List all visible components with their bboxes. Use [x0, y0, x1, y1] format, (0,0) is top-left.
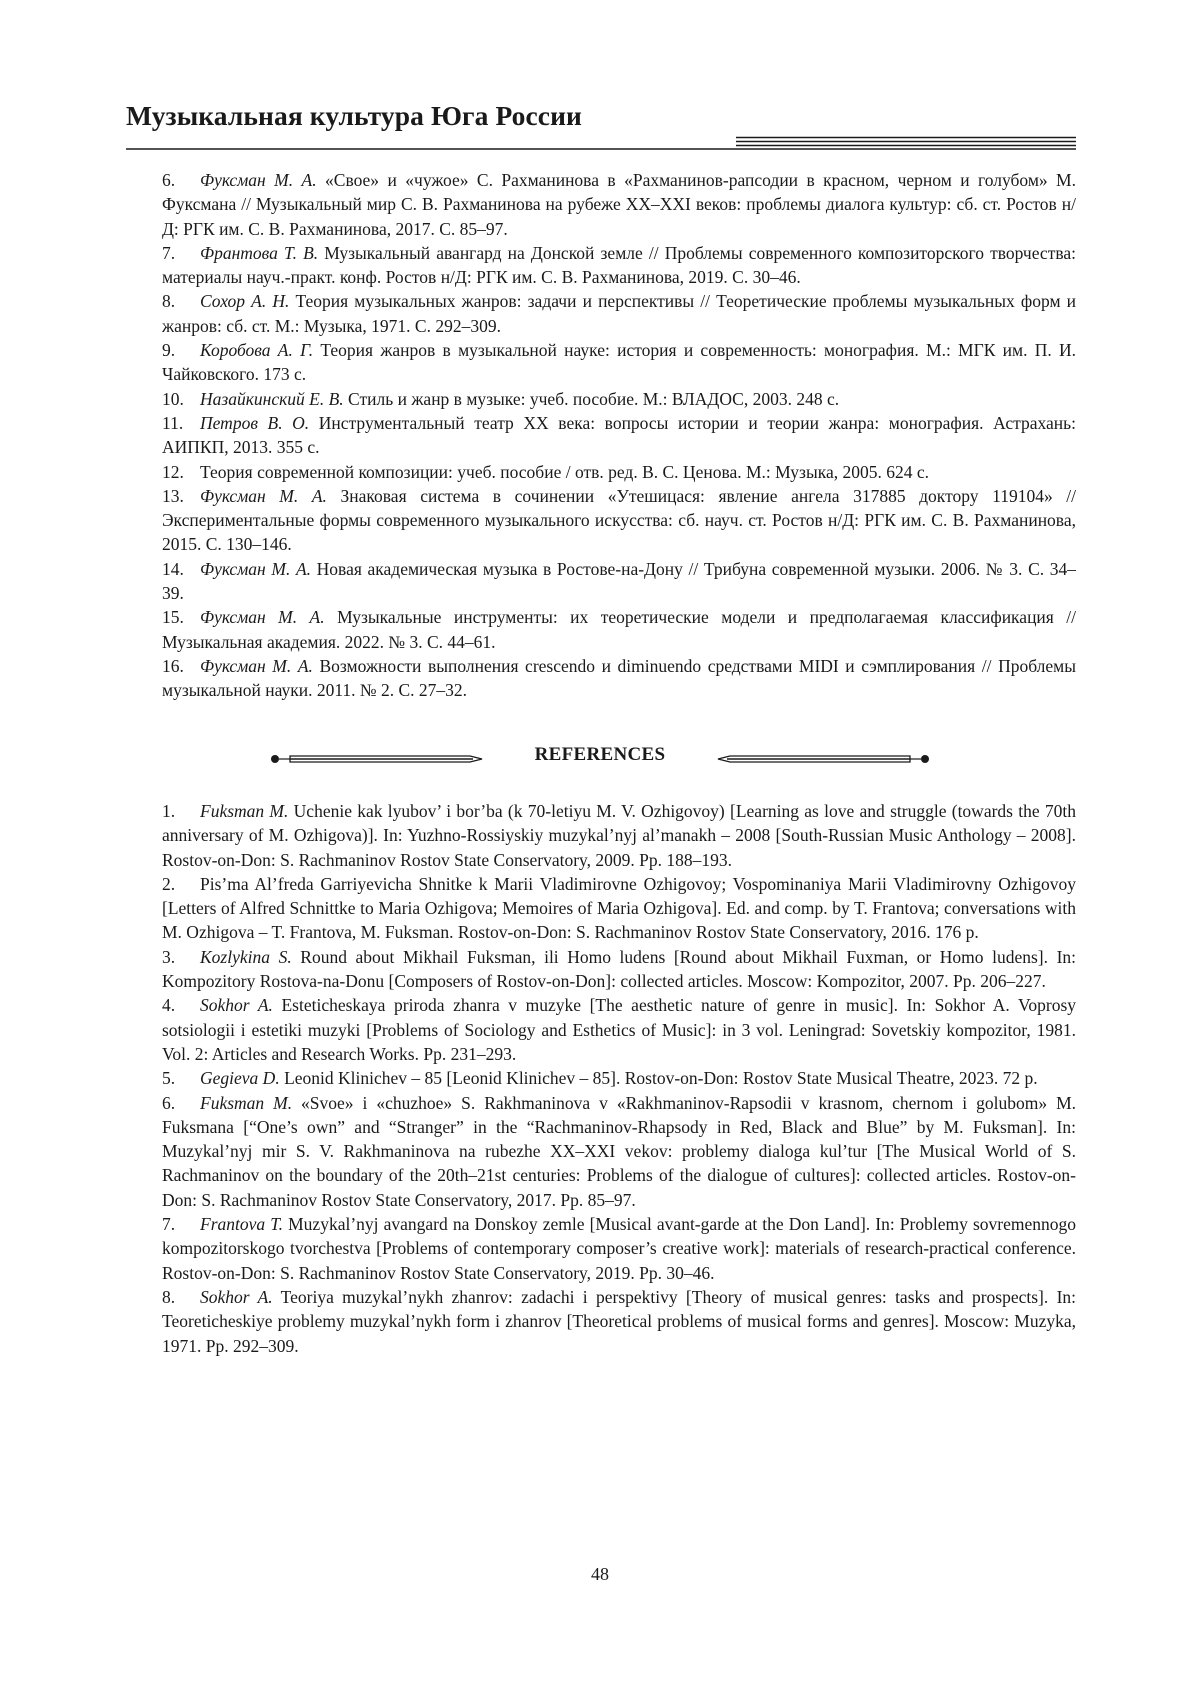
reference-text: Esteticheskaya priroda zhanra v muzyke [The aesthetic nature of genre in music]. In: Sokhor A. Voprosy sotsiologii i estetiki muzyki [Problems of Sociology and Esthetics of Music]: in 3 vol. Leningrad: Sovetskiy kompozitor, 1981. Vol. 2: Articles and Research Works. Pp. 231–293.	[162, 995, 1077, 1064]
reference-number: 6.	[162, 170, 176, 190]
reference-number: 4.	[162, 995, 176, 1016]
journal-title: Музыкальная культура Юга России	[126, 100, 583, 131]
reference-author: Фуксман М. А.	[200, 607, 325, 628]
reference-entry	[162, 1091, 1076, 1212]
reference-number: 5.	[162, 1068, 176, 1089]
reference-entry	[162, 338, 1076, 387]
reference-author: Fuksman M.	[200, 801, 289, 821]
reference-author: Назайкинский Е. В.	[200, 388, 344, 409]
reference-number: 11.	[162, 412, 184, 433]
reference-entry	[162, 605, 1076, 654]
reference-entry	[162, 460, 1076, 484]
reference-author: Kozlykina S.	[200, 946, 292, 967]
reference-author: Франтова Т. В.	[200, 242, 319, 263]
reference-entry	[162, 484, 1076, 557]
reference-entry	[162, 387, 1076, 411]
page-number: 48	[591, 1564, 609, 1584]
reference-author: Сохор А. Н.	[200, 291, 290, 312]
reference-text: Музыкальные инструменты: их теоретические модели и предполагаемая классификация // Музыкальная академия. 2022. № 3. С. 44–61.	[162, 607, 1077, 652]
reference-number: 14.	[162, 558, 184, 579]
reference-number: 8.	[162, 1286, 176, 1307]
reference-author: Sokhor A.	[200, 995, 273, 1016]
reference-text: Новая академическая музыка в Ростове-на-Дону // Трибуна современной музыки. 2006. № 3. С. 34–39.	[162, 558, 1077, 604]
reference-text: Инструментальный театр XX века: вопросы истории и теории жанра: монография. Астрахань: АИПКП, 2013. 355 с.	[162, 412, 1076, 458]
reference-author: Gegieva D.	[200, 1068, 280, 1089]
header-rule	[126, 136, 1076, 150]
reference-text: Round about Mikhail Fuksman, ili Homo ludens [Round about Mikhail Fuxman, or Homo ludens]. In: Kompozitory Rostova-na-Donu [Composers of Rostov-on-Don]: collected articles. Moscow: Kompozitor, 2007. Pp. 206–227.	[162, 946, 1077, 992]
reference-author: Петров В. О.	[200, 412, 310, 433]
reference-author: Sokhor A.	[200, 1286, 273, 1307]
reference-text: «Свое» и «чужое» С. Рахманинова в «Рахманинов-рапсодии в красном, черном и голубом» М. Фуксмана // Музыкальный мир С. В. Рахманинова на рубеже XX–XXI веков: проблемы диалога культур: сб. ст. Ростов н/Д: РГК им. С. В. Рахманинова, 2017. С. 85–97.	[162, 170, 1076, 239]
reference-list-english	[162, 799, 1076, 1358]
reference-entry	[162, 557, 1076, 606]
reference-entry	[162, 1066, 1076, 1090]
reference-number: 8.	[162, 291, 176, 312]
reference-text: Leonid Klinichev – 85 [Leonid Klinichev – 85]. Rostov-on-Don: Rostov State Musical Theatre, 2023. 72 p.	[284, 1068, 1038, 1089]
reference-entry	[162, 799, 1076, 872]
reference-entry	[162, 289, 1076, 338]
reference-number: 7.	[162, 1214, 176, 1235]
reference-text: Теория современной композиции: учеб. пособие / отв. ред. В. С. Ценова. М.: Музыка, 2005. 624 с.	[200, 461, 929, 482]
reference-number: 9.	[162, 340, 176, 361]
reference-entry	[162, 945, 1076, 994]
reference-number: 1.	[162, 801, 176, 821]
references-heading: REFERENCES	[534, 744, 666, 765]
references-heading-row	[270, 744, 930, 774]
reference-author: Фуксман М. А.	[200, 485, 327, 506]
reference-entry	[162, 872, 1076, 945]
reference-author: Fuksman M.	[200, 1092, 293, 1113]
reference-text: Теория жанров в музыкальной науке: история и современность: монография. М.: МГК им. П. И. Чайковского. 173 с.	[162, 340, 1076, 385]
reference-text: Uchenie kak lyubov’ i bor’ba (k 70-letiyu M. V. Ozhigovoy) [Learning as love and struggle (towards the 70th anniversary of M. Ozhigova)]. In: Yuzhno-Rossiyskiy muzykal’nyj al’manakh – 2008 [South-Russian Music Anthology – 2008]. Rostov-on-Don: S. Rachmaninov Rostov State Conservatory, 2009. Pp. 188–193.	[162, 801, 1077, 870]
reference-author: Frantova T.	[200, 1214, 284, 1235]
reference-entry	[162, 1285, 1076, 1358]
reference-entry	[162, 654, 1076, 703]
reference-text: Музыкальный авангард на Донской земле // Проблемы современного композиторского творчества: материалы науч.-практ. конф. Ростов н/Д: РГК им. С. В. Рахманинова, 2019. С. 30–46.	[162, 242, 1077, 288]
reference-entry	[162, 168, 1076, 241]
reference-author: Фуксман М. А.	[200, 170, 317, 190]
reference-number: 2.	[162, 873, 176, 894]
reference-text: Pis’ma Al’freda Garriyevicha Shnitke k Marii Vladimirovne Ozhigovoy; Vospominaniya Marii Vladimirovny Ozhigovoy [Letters of Alfred Schnittke to Maria Ozhigova; Memoires of Maria Ozhigova]. Ed. and comp. by T. Frantova; conversations with M. Ozhigova – T. Frantova, M. Fuksman. Rostov-on-Don: S. Rachmaninov Rostov State Conservatory, 2016. 176 p.	[162, 873, 1076, 943]
right-ornament-rule	[715, 752, 930, 766]
reference-entry	[162, 993, 1076, 1066]
reference-number: 15.	[162, 607, 184, 628]
reference-author: Коробова А. Г.	[200, 340, 314, 361]
reference-entry	[162, 1212, 1076, 1285]
reference-list-russian	[162, 168, 1076, 703]
reference-number: 12.	[162, 461, 184, 482]
reference-text: «Svoe» i «chuzhoe» S. Rakhmaninova v «Rakhmaninov-Rapsodii v krasnom, chernom i golubom» M. Fuksmana [“One’s own” and “Stranger” in the “Rachmaninov-Rhapsody in Red, Black and Blue” by M. Fuksman]. In: Muzykal’nyj mir S. V. Rakhmaninova na rubezhe XX–XXI vekov: problemy dialoga kul’tur [The Musical World of S. Rachmaninov on the boundary of the 20th–21st centuries: Problems of the dialogue of cultures]: collected articles. Rostov-on-Don: S. Rachmaninov Rostov State Conservatory, 2017. Pp. 85–97.	[162, 1092, 1076, 1210]
reference-number: 3.	[162, 946, 176, 967]
reference-number: 13.	[162, 485, 184, 506]
reference-number: 6.	[162, 1092, 176, 1113]
reference-text: Muzykal’nyj avangard na Donskoy zemle [Musical avant-garde at the Don Land]. In: Problemy sovremennogo kompozitorskogo tvorchestva [Problems of contemporary composer’s creative work]: materials of research-practical conference. Rostov-on-Don: S. Rachmaninov Rostov State Conservatory, 2019. Pp. 30–46.	[162, 1214, 1076, 1283]
reference-text: Стиль и жанр в музыке: учеб. пособие. М.: ВЛАДОС, 2003. 248 с.	[348, 388, 840, 409]
reference-text: Возможности выполнения crescendo и diminuendo средствами MIDI и сэмплирования // Проблемы музыкальной науки. 2011. № 2. С. 27–32.	[162, 655, 1077, 701]
reference-entry	[162, 411, 1076, 460]
reference-entry	[162, 241, 1076, 290]
reference-text: Знаковая система в сочинении «Утешицася: явление ангела 317885 доктору 119104» // Экспериментальные формы современного музыкального искусства: сб. науч. ст. Ростов н/Д: РГК им. С. В. Рахманинова, 2015. С. 130–146.	[162, 485, 1076, 555]
reference-text: Teoriya muzykal’nykh zhanrov: zadachi i perspektivy [Theory of musical genres: tasks and prospects]. In: Teoreticheskiye problemy muzykal’nykh form i zhanrov [Theoretical problems of musical forms and genres]. Moscow: Muzyka, 1971. Pp. 292–309.	[162, 1286, 1077, 1356]
reference-number: 10.	[162, 388, 184, 409]
reference-number: 7.	[162, 242, 176, 263]
reference-author: Фуксман М. А.	[200, 558, 312, 579]
reference-number: 16.	[162, 655, 184, 676]
reference-text: Теория музыкальных жанров: задачи и перспективы // Теоретические проблемы музыкальных форм и жанров: сб. ст. М.: Музыка, 1971. С. 292–309.	[162, 291, 1077, 336]
reference-author: Фуксман М. А.	[200, 655, 313, 676]
